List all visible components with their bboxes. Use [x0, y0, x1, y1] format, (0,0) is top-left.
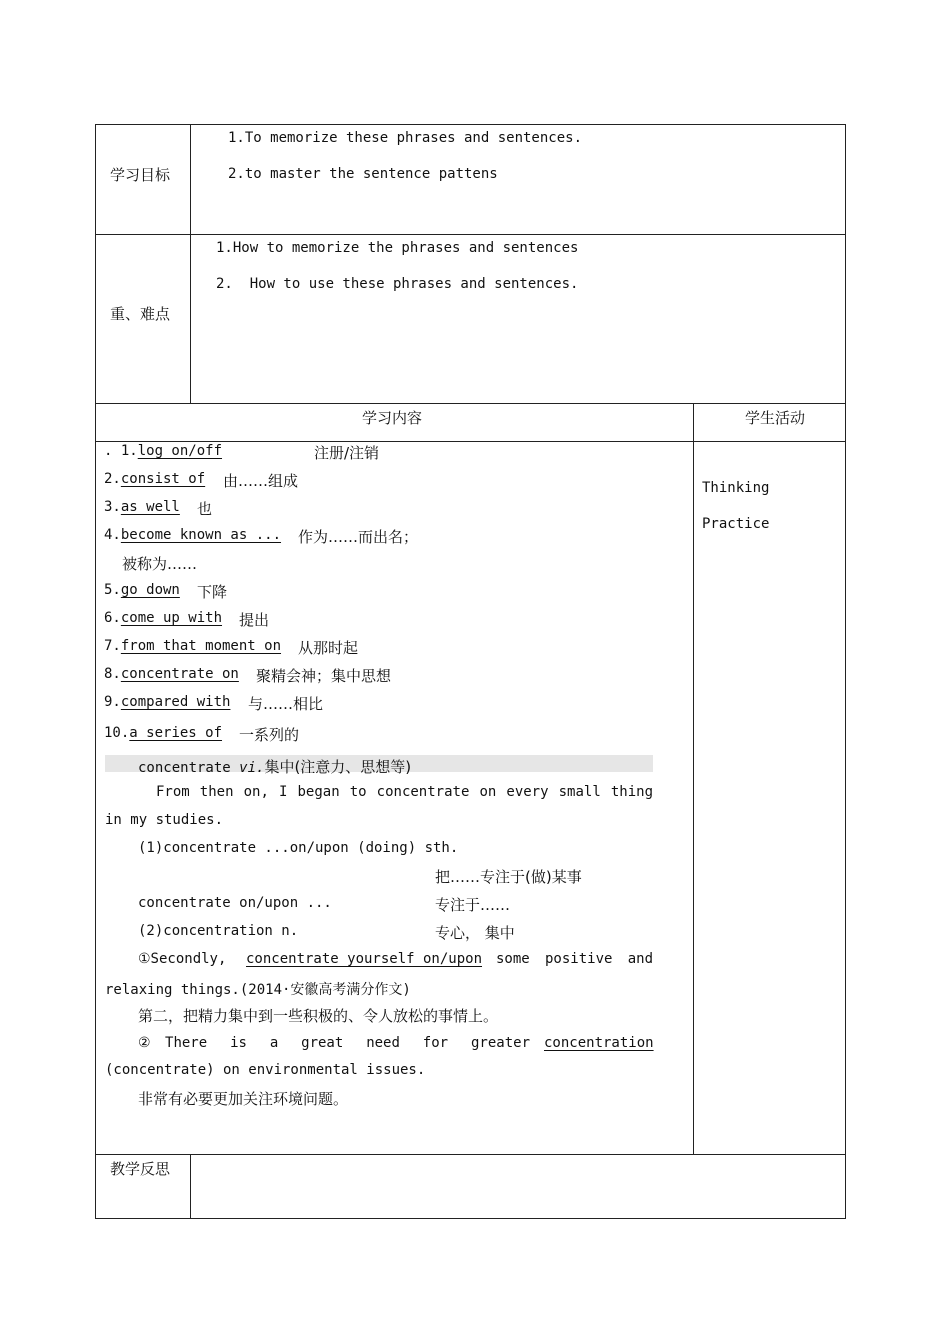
phrase-meaning: 下降 [197, 583, 228, 601]
exercise-line: (concentrate) on environmental issues. [105, 1062, 426, 1078]
objectives-label: 学习目标 [110, 166, 171, 184]
content-header: 学习内容 [362, 409, 423, 427]
phrase-meaning: 提出 [239, 611, 270, 629]
usage-pattern: (2)concentration n. [138, 923, 299, 939]
phrase-number: 8. [104, 666, 121, 682]
usage-pattern: (1)concentrate ...on/upon (doing) sth. [138, 840, 459, 856]
phrase-number: 7. [104, 638, 121, 654]
phrase-number: 9. [104, 694, 121, 710]
example-sentence: From then on, I began to concentrate on every small thing [156, 784, 653, 800]
phrase-number: 4. [104, 527, 121, 543]
phrase-number: 2. [104, 471, 121, 487]
activity-item: Practice [702, 516, 770, 532]
objective-item: 1.To memorize these phrases and sentences. [228, 130, 583, 146]
phrase-text: compared with [120, 694, 231, 710]
word-entry [138, 756, 411, 777]
phrase-number: 3. [104, 499, 121, 515]
key-point-item: 2. How to use these phrases and sentences. [216, 276, 579, 292]
phrase-item [104, 694, 230, 710]
phrase-text: log on/off [137, 443, 223, 459]
row-divider [95, 441, 846, 442]
phrase-item [104, 443, 222, 459]
phrase-meaning: 被称为…… [122, 555, 198, 573]
phrase-meaning: 也 [197, 500, 213, 518]
phrase-text: become known as ... [120, 527, 282, 543]
phrase-meaning: 由……组成 [223, 472, 299, 490]
phrase-item [104, 582, 180, 598]
exercise-answer: concentrate yourself on/upon [246, 951, 483, 967]
phrase-meaning: 注册/注销 [314, 444, 380, 462]
exercise-translation: 非常有必要更加关注环境问题。 [138, 1090, 349, 1108]
usage-meaning: 专心， 集中 [435, 924, 515, 942]
exercise-answer: concentration [544, 1035, 654, 1051]
phrase-meaning: 作为……而出名； [298, 528, 419, 546]
reflection-label: 教学反思 [110, 1160, 171, 1178]
word-headword: concentrate [138, 760, 231, 776]
phrase-text: consist of [120, 471, 206, 487]
phrase-meaning: 与……相比 [248, 695, 324, 713]
exercise-translation: 第二，把精力集中到一些积极的、令人放松的事情上。 [138, 1007, 499, 1025]
usage-meaning: 把……专注于(做)某事 [435, 868, 582, 886]
column-divider [190, 124, 191, 403]
phrase-text: as well [120, 499, 180, 515]
exercise-suffix: some positive and [496, 951, 653, 967]
phrase-item [104, 471, 205, 487]
key-point-item: 1.How to memorize the phrases and sentences [216, 240, 579, 256]
phrase-number: 6. [104, 610, 121, 626]
phrase-number: 5. [104, 582, 121, 598]
phrase-text: go down [120, 582, 180, 598]
word-definition: 集中(注意力、思想等) [264, 758, 412, 776]
row-divider [95, 403, 846, 404]
key-points-label: 重、难点 [110, 305, 171, 323]
example-sentence: in my studies. [105, 812, 224, 828]
phrase-meaning: 一系列的 [239, 726, 300, 744]
phrase-text: from that moment on [120, 638, 282, 654]
exercise-prefix: ①Secondly, [138, 951, 227, 967]
phrase-number: . 1. [104, 443, 138, 459]
activity-header: 学生活动 [745, 409, 806, 427]
phrase-item [104, 499, 180, 515]
phrase-text: come up with [120, 610, 223, 626]
phrase-number: 10. [104, 725, 130, 741]
exercise-line: relaxing things.(2014·安徽高考满分作文) [105, 982, 411, 998]
exercise-prefix: ②There is a great need for greater [138, 1035, 530, 1051]
row-divider [95, 234, 846, 235]
column-divider [693, 403, 694, 1154]
phrase-item [104, 638, 281, 654]
phrase-text: concentrate on [120, 666, 239, 682]
activity-item: Thinking [702, 480, 770, 496]
phrase-meaning: 聚精会神；集中思想 [256, 667, 392, 685]
objective-item: 2.to master the sentence pattens [228, 166, 498, 182]
usage-pattern: concentrate on/upon ... [138, 895, 332, 911]
phrase-item [104, 725, 222, 741]
phrase-meaning: 从那时起 [298, 639, 359, 657]
usage-meaning: 专注于…… [435, 896, 511, 914]
phrase-item [104, 610, 222, 626]
word-pos: vi. [239, 760, 265, 776]
reflection-field[interactable] [191, 1155, 845, 1218]
phrase-item [104, 527, 281, 543]
phrase-item [104, 666, 239, 682]
phrase-text: a series of [129, 725, 223, 741]
